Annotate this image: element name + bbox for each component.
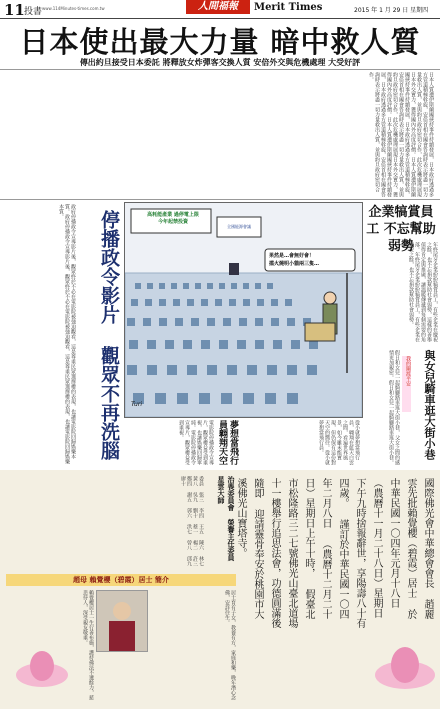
committee-chair: 榮譽主任委員 星雲大師 [217,476,235,561]
dream-article-body: 從小就夢想當飛行員，翺翔在藍天白雲之間，看遍世界風景，如今雖未能實現，但仍保有這份對天空的嚮往。從小就夢想當飛行員。 [318,420,360,465]
cartoon-bubble-line2: 擋火燒明小貓兩三隻… [269,261,320,267]
masthead-english: Merit Times [254,2,323,13]
cartoon-illustration [125,203,362,417]
main-headline: 日本使出最大力量 暗中救人質 [19,25,421,59]
committee-name: 治喪委員會 [227,476,235,511]
obituary-notice [235,478,436,628]
main-subhead: 傳出約旦接受日本委託 將釋放女炸彈客交換人質 安倍外交與危機處理 大受好評 [79,58,361,67]
notice-line: （農曆十一月二十八日）星期日 [371,478,382,618]
divider [0,199,440,200]
committee-members-list: 委員 張三 李四 王五 陳六 林七 黃八 吳九 劉十 蔡一 楊二 許三 鄭四 謝五 郭六 洪七 曾八 邱九 廖十 [180,476,204,566]
biography-title: 趙母 賴覺櫻（碧霞）居士 簡介 [6,574,236,586]
cartoon-board-line1: 高耗能產業 過停電上限 [147,212,199,218]
bike-article-body: 假日和女兒一起騎腳踏車逛大街小巷，父女之間的感情更加親密。假日和女兒一起騎腳踏車逛大街小巷。 [388,350,400,465]
portrait-figure [97,591,147,651]
divider [0,69,440,70]
biography-text-left: 賴覺櫻居士一生行善布施，護持佛法不遺餘力，慈悲待人，深受親友敬重。 [82,590,94,700]
right-article-body: 年終尾牙企業紛紛犒賞員工，有些企業在慶祝之餘，也不忘捐款幫助社會弱勢，這樣的善舉值得肯定與推廣，讓溫暖傳遞到每個需要的角落。年終尾牙企業紛紛犒賞員工，有些企業在慶祝之餘，也不忘捐款幫助社會弱勢。 [408,242,438,342]
funeral-committee [208,476,236,566]
bike-label: 我的關渡平安 [402,356,411,412]
cartoon-signature: Turi [131,401,142,408]
biography-text-right: 居士育有子女，教養有方，家庭和樂，晚年潛心念佛，安詳往生。 [224,590,236,700]
editorial-cartoon [124,202,363,418]
notice-line: 十一樓舉行追思法會，功德圓滿後隨即 [252,478,280,628]
notice-line: 迎請靈骨奉安於桃園市大溪佛光山寶塔寺。 [235,478,263,619]
notice-line: 下午九時捨報辭世，享陽壽八十有四歲。 [337,478,365,628]
lead-article-body: 日本人質遭伊斯蘭國挾持事件持續發展，日本政府透過多方管道積極斡旋，安倍首相在國會答詢時表示將盡一切力量救出人質，並與約旦政府密切合作，此次危機處理展現日本外交實力，獲得國內外高度評價。日本人質遭伊斯蘭國挾持事件持續發展，日本政府透過多方管道積極斡旋，安倍首相在國會答詢時表示將盡一切力量救出人質，並與約旦政府密切合作，此次危機處理展現日本外交實力，獲得國內外高度評價。日本人質遭伊斯蘭國挾持事件持續發展，日本政府透過多方管道積極斡旋，安倍首相在國會答詢時表示將盡一切力量救出人質，並與約旦政府密切合作。 [368,72,434,197]
cartoon-board-text [135,212,211,226]
dream-title: 夢想當飛行員翺翔天空 [217,420,238,465]
obituary-section [0,470,440,709]
notice-line: 趙麗雲先批賴覺櫻（碧霞）居士 [405,478,433,619]
left-column-title: 停播政令影片 觀眾不再洗腦 [98,210,120,460]
site-url[interactable]: www.114Minutes-times.com.tw [42,6,105,11]
notice-line: 謹訂於中華民國一〇四年二月八日 [320,478,348,619]
page-header [0,0,440,19]
portrait-photo [96,590,148,652]
lower-left-article-body: 電影院停播政令宣導片，觀眾權益受到重視，也讓娛樂回歸單純。電影院停播政令宣導片，觀眾權益受到重視。 [178,420,214,465]
right-column-title: 企業犒賞員工 不忘幫助弱勢 [366,205,436,254]
notice-line: 假臺北市松隆路三二七號佛光山臺北道場 [286,478,314,628]
notice-line: 於中華民國一〇四年元月十八日 [388,478,416,619]
masthead-logo: 人間福報 [186,0,250,14]
cartoon-board-line2: 今年起禁投資 [157,219,188,225]
cartoon-bubble-line1: 果然是…會無好會！ [269,253,315,259]
bike-title: 與女兒騎車逛大街小巷 [423,350,436,460]
notice-line: （農曆十二月二十日）星期日上午十時， [303,478,331,619]
cartoon-speech-bubble [269,252,353,268]
notice-line: 國際佛光會中華總會會長 [422,478,433,588]
cartoon-screen-label: 全國能源會議 [227,224,251,229]
issue-date: 2015 年 1 月 29 日 星期四 [354,7,429,14]
left-article-body: 政府停播政令宣導影片後，觀眾終於不必在電影院被強迫觀看，這是尊重民眾選擇權的表現，也讓電影院回歸娛樂本質。政府停播政令宣導影片後，觀眾終於不必在電影院被強迫觀看，這是尊重民眾選擇權的表現，也讓電影院回歸娛樂本質。 [58,204,76,464]
page-number: 11 [4,1,25,19]
section-name: 投書 [24,7,43,17]
